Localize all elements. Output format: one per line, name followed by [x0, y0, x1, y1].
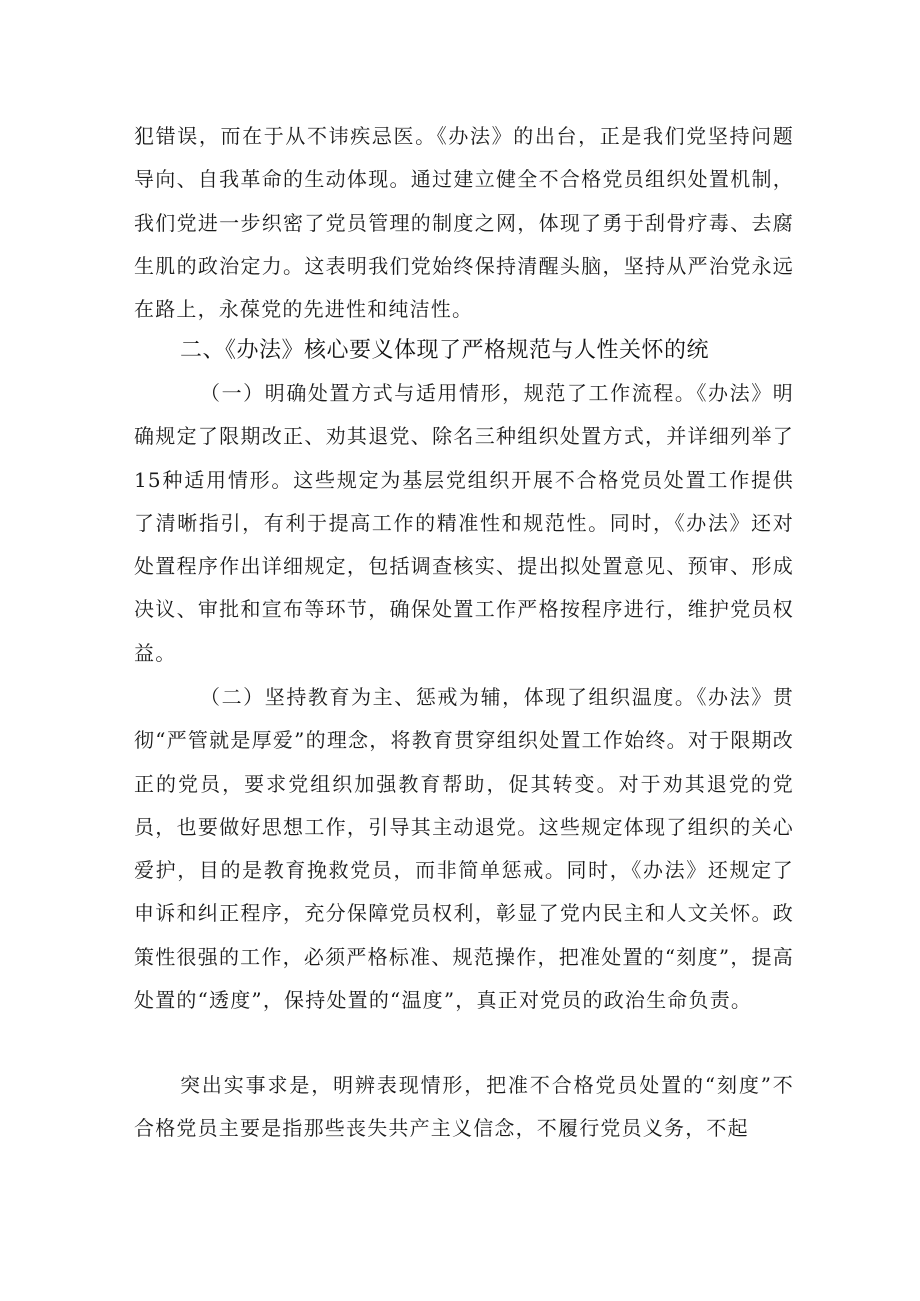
paragraph-1: 犯错误，而在于从不讳疾忌医。《办法》的出台，正是我们党坚持问题导向、自我革命的生动体现。通过建立健全不合格党员组织处置机制，我们党进一步织密了党员管理的制度之网，体现了勇于刮骨疗毒、去腐生肌的政治定力。这表明我们党始终保持清醒头脑，坚持从严治党永远在路上，永葆党的先进性和纯洁性。	[134, 124, 794, 322]
section-heading-2: 二、《办法》核心要义体现了严格规范与人性关怀的统	[180, 338, 710, 363]
paragraph-3: （二）坚持教育为主、惩戒为辅，体现了组织温度。《办法》贯彻“严管就是厚爱”的理念，将教育贯穿组织处置工作始终。对于限期改正的党员，要求党组织加强教育帮助，促其转变。对于劝其退党的党员，也要做好思想工作，引导其主动退党。这些规定体现了组织的关心爱护，目的是教育挽救党员，而非简单惩戒。同时，《办法》还规定了申诉和纠正程序，充分保障党员权利，彰显了党内民主和人文关怀。政策性很强的工作，必须严格标准、规范操作，把准处置的“刻度”，提高处置的“透度”，保持处置的“温度”，真正对党员的政治生命负责。	[134, 685, 794, 1013]
paragraph-2: （一）明确处置方式与适用情形，规范了工作流程。《办法》明确规定了限期改正、劝其退党、除名三种组织处置方式，并详细列举了15种适用情形。这些规定为基层党组织开展不合格党员处置工作提供了清晰指引，有利于提高工作的精准性和规范性。同时，《办法》还对处置程序作出详细规定，包括调查核实、提出拟处置意见、预审、形成决议、审批和宣布等环节，确保处置工作严格按程序进行，维护党员权益。	[134, 381, 794, 665]
paragraph-4: 突出实事求是，明辨表现情形，把准不合格党员处置的“刻度”不合格党员主要是指那些丧失共产主义信念，不履行党员义务，不起	[134, 1073, 794, 1141]
